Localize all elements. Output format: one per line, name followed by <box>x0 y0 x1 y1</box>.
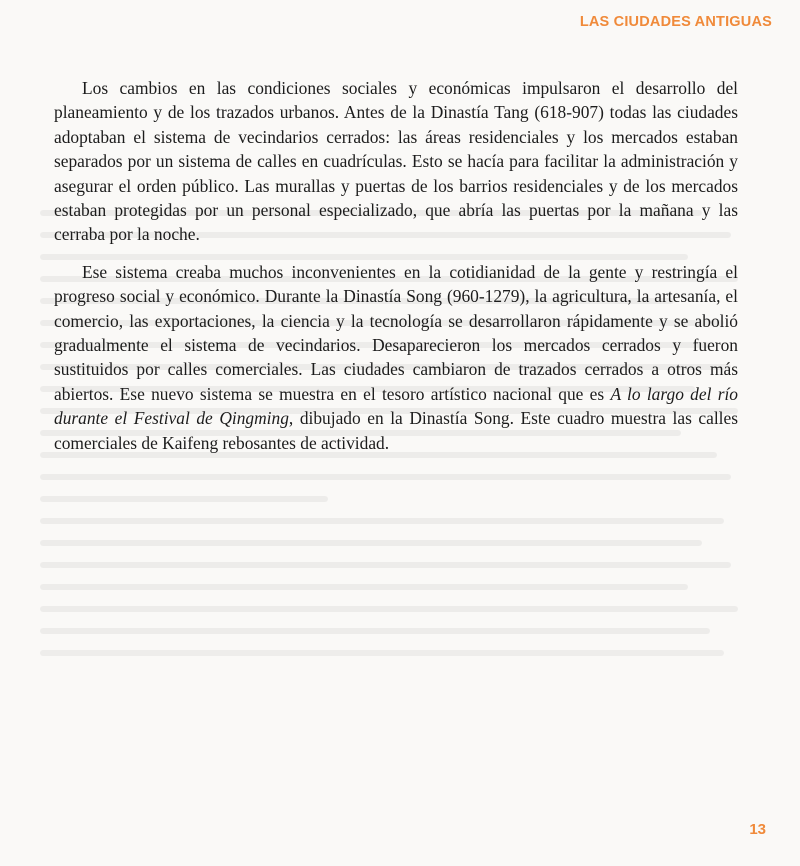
paragraph-1: Los cambios en las condiciones sociales y económicas impulsaron el desarrollo del planeamiento y de los trazados urbanos. Antes de la Dinastía Tang (618-907) todas las ciudades adoptaban el sistema de vecindarios cerrados: las áreas residenciales y los mercados estaban separados por un sistema de calles en cuadrículas. Esto se hacía para facilitar la administración y asegurar el orden público. Las murallas y puertas de los barrios residenciales y de los mercados estaban protegidas por un personal especializado, que abría las puertas por la mañana y las cerraba por la noche. <box>54 78 738 245</box>
paragraph-2-text-before: Ese sistema creaba muchos inconvenientes en la cotidianidad de la gente y restringía el progreso social y económico. Durante la Dinastía Song (960-1279), la agricultura, la artesanía, el comercio, las exportaciones, la ciencia y la tecnología se desarrollaron rápidamente y se abolió gradualmente el sistema de vecindarios. Desaparecieron los mercados cerrados y fueron sustituidos por calles comerciales. Las ciudades cambiaron de trazados cerrados a otros más abiertos. Ese nuevo sistema se muestra en el tesoro artístico nacional que es <box>54 261 738 404</box>
paragraph-2-text-after: , dibujado en la Dinastía Song. Este cuadro muestra las calles comerciales de Kaifeng rebosantes de actividad. <box>54 408 738 453</box>
body-text <box>54 76 738 468</box>
running-header: LAS CIUDADES ANTIGUAS <box>579 14 772 30</box>
paragraph-2 <box>54 260 738 455</box>
artwork-title: A lo largo del río durante el Festival de Qingming <box>54 383 739 429</box>
page-number: 13 <box>749 821 766 838</box>
